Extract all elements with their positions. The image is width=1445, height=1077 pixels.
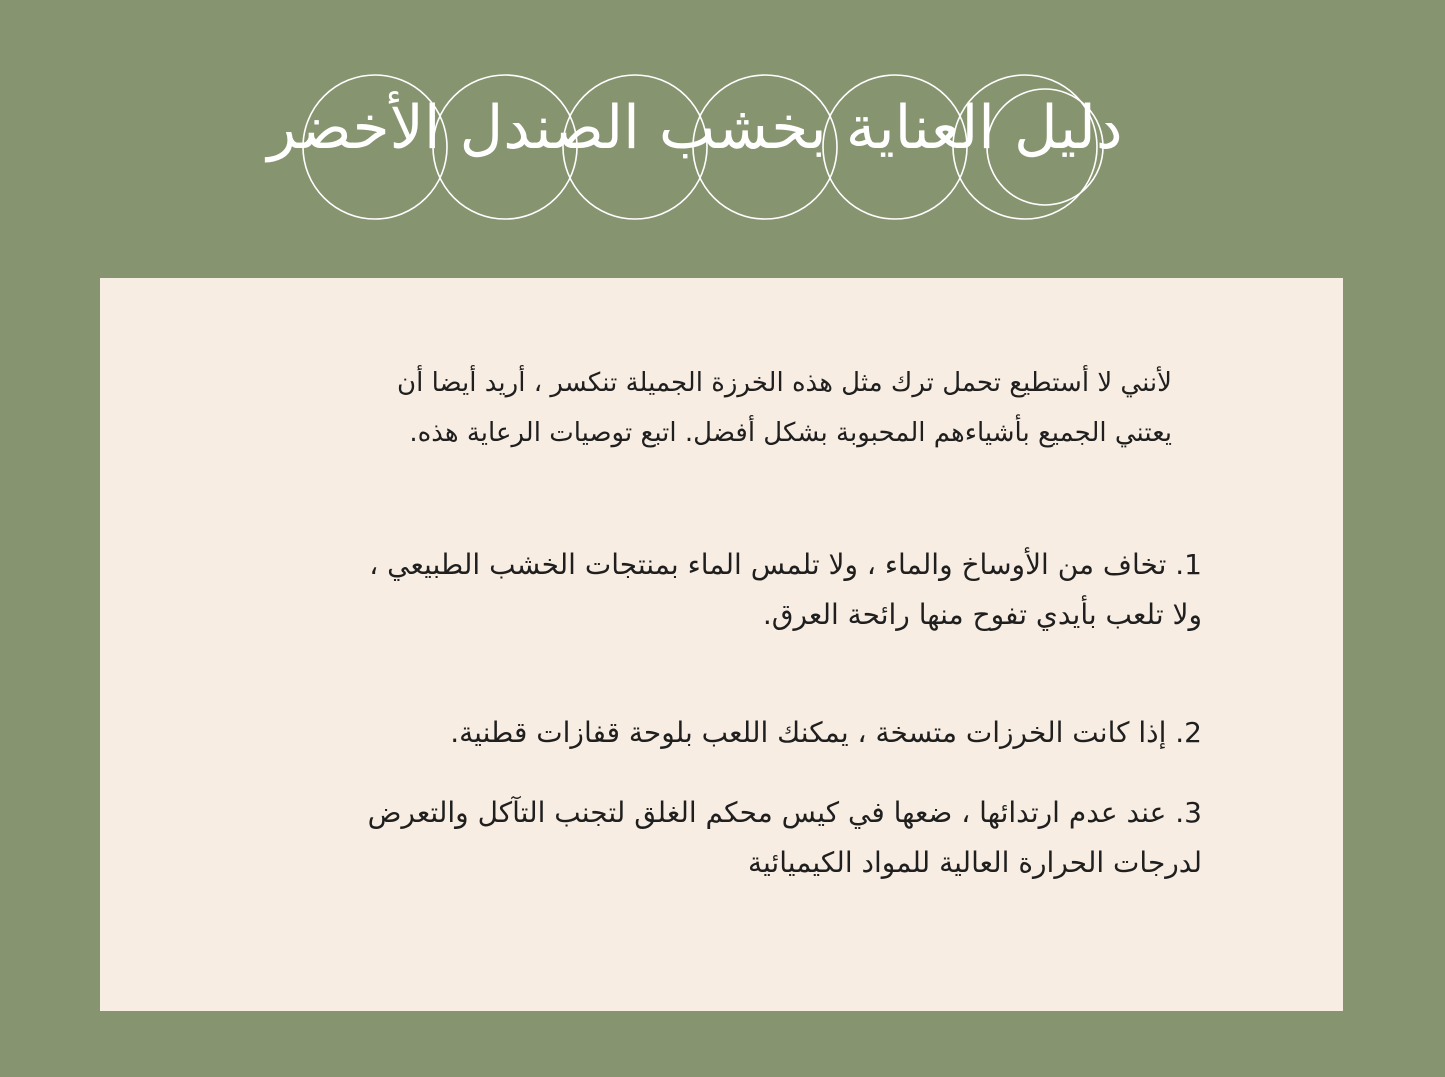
intro-line-1: لأنني لا أستطيع تحمل ترك مثل هذه الخرزة الجميلة تنكسر ، أريد أيضا أن: [397, 368, 1172, 398]
care-instructions-list: [100, 278, 1343, 1011]
page-title: دليل العناية بخشب الصندل الأخضر: [267, 93, 1123, 163]
care-item-1-line-2: ولا تلعب بأيدي تفوح منها رائحة العرق.: [762, 598, 1202, 631]
care-item-2: [142, 708, 1202, 758]
care-item-3: [142, 788, 1202, 888]
page-header: [0, 0, 1445, 260]
care-item-1: [142, 540, 1202, 640]
intro-line-2: يعتني الجميع بأشياءهم المحبوبة بشكل أفضل. اتبع توصيات الرعاية هذه.: [409, 418, 1172, 448]
care-item-3-line-1: 3. عند عدم ارتدائها ، ضعها في كيس محكم الغلق لتجنب التآكل والتعرض: [367, 796, 1202, 829]
care-item-3-line-2: لدرجات الحرارة العالية للمواد الكيميائية: [747, 846, 1202, 879]
care-item-1-line-1: 1. تخاف من الأوساخ والماء ، ولا تلمس الماء بمنتجات الخشب الطبيعي ،: [369, 548, 1202, 581]
care-item-2-line-1: 2. إذا كانت الخرزات متسخة ، يمكنك اللعب بلوحة قفازات قطنية.: [450, 716, 1202, 749]
care-guide-card: [100, 278, 1343, 1011]
